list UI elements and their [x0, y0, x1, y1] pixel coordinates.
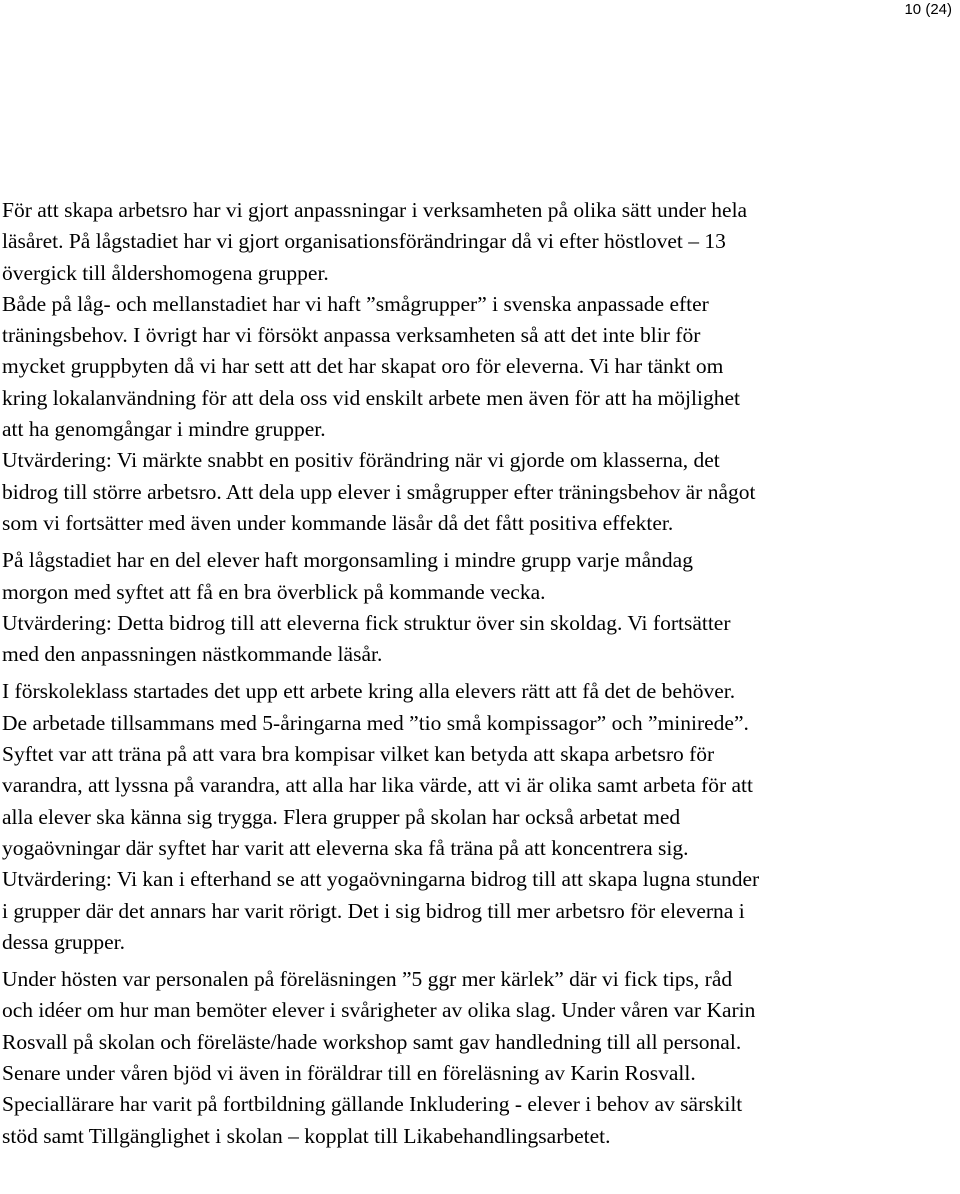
- page-number: 10 (24): [904, 1, 952, 18]
- paragraph: [2, 545, 954, 670]
- text-line: Speciallärare har varit på fortbildning gällande Inkludering - elever i behov av särskilt: [2, 1092, 743, 1117]
- text-line: läsåret. På lågstadiet har vi gjort organisationsförändringar då vi efter höstlovet – 13: [2, 229, 726, 254]
- paragraph: [2, 964, 954, 1152]
- text-line: och idéer om hur man bemöter elever i svårigheter av olika slag. Under våren var Karin: [2, 998, 756, 1023]
- text-line: yogaövningar där syftet har varit att eleverna ska få träna på att koncentrera sig.: [2, 835, 689, 860]
- text-line: morgon med syftet att få en bra överblick på kommande vecka.: [2, 579, 546, 604]
- text-line: träningsbehov. I övrigt har vi försökt anpassa verksamheten så att det inte blir för: [2, 323, 701, 348]
- text-line: Både på låg- och mellanstadiet har vi haft ”smågrupper” i svenska anpassade efter: [2, 291, 709, 316]
- text-line: varandra, att lyssna på varandra, att alla har lika värde, att vi är olika samt arbeta för att: [2, 773, 753, 798]
- text-line: alla elever ska känna sig trygga. Flera grupper på skolan har också arbetat med: [2, 804, 681, 829]
- text-line: stöd samt Tillgänglighet i skolan – kopplat till Likabehandlingsarbetet.: [2, 1123, 611, 1148]
- paragraph: [2, 289, 954, 539]
- paragraph: [2, 676, 954, 958]
- text-line: Utvärdering: Vi kan i efterhand se att yogaövningarna bidrog till att skapa lugna stunder: [2, 867, 760, 892]
- text-line: Utvärdering: Detta bidrog till att eleverna fick struktur över sin skoldag. Vi fortsätter: [2, 610, 731, 635]
- text-line: bidrog till större arbetsro. Att dela upp elever i smågrupper efter träningsbehov är något: [2, 479, 756, 504]
- paragraph: [2, 195, 954, 289]
- text-line: På lågstadiet har en del elever haft morgonsamling i mindre grupp varje måndag: [2, 548, 693, 573]
- text-line: i grupper där det annars har varit rörigt. Det i sig bidrog till mer arbetsro för eleverna i: [2, 898, 745, 923]
- text-line: Utvärdering: Vi märkte snabbt en positiv förändring när vi gjorde om klasserna, det: [2, 448, 720, 473]
- text-line: Syftet var att träna på att vara bra kompisar vilket kan betyda att skapa arbetsro för: [2, 742, 715, 767]
- text-line: kring lokalanvändning för att dela oss vid enskilt arbete men även för att ha möjlighet: [2, 385, 740, 410]
- text-line: Rosvall på skolan och föreläste/hade workshop samt gav handledning till all personal.: [2, 1029, 742, 1054]
- text-line: För att skapa arbetsro har vi gjort anpassningar i verksamheten på olika sätt under hela: [2, 198, 748, 222]
- text-line: Under hösten var personalen på föreläsningen ”5 ggr mer kärlek” där vi fick tips, råd: [2, 967, 733, 992]
- text-line: med den anpassningen nästkommande läsår.: [2, 642, 383, 667]
- text-line: som vi fortsätter med även under kommande läsår då det fått positiva effekter.: [2, 510, 674, 535]
- text-line: mycket gruppbyten då vi har sett att det har skapat oro för eleverna. Vi har tänkt om: [2, 354, 724, 379]
- text-line: dessa grupper.: [2, 929, 125, 954]
- text-line: övergick till åldershomogena grupper.: [2, 260, 329, 285]
- text-line: Senare under våren bjöd vi även in föräldrar till en föreläsning av Karin Rosvall.: [2, 1061, 696, 1086]
- text-line: De arbetade tillsammans med 5-åringarna med ”tio små kompissagor” och ”minirede”.: [2, 710, 749, 735]
- text-line: I förskoleklass startades det upp ett arbete kring alla elevers rätt att få det de behöver.: [2, 679, 736, 704]
- document-body: [2, 195, 954, 1152]
- text-line: att ha genomgångar i mindre grupper.: [2, 417, 326, 442]
